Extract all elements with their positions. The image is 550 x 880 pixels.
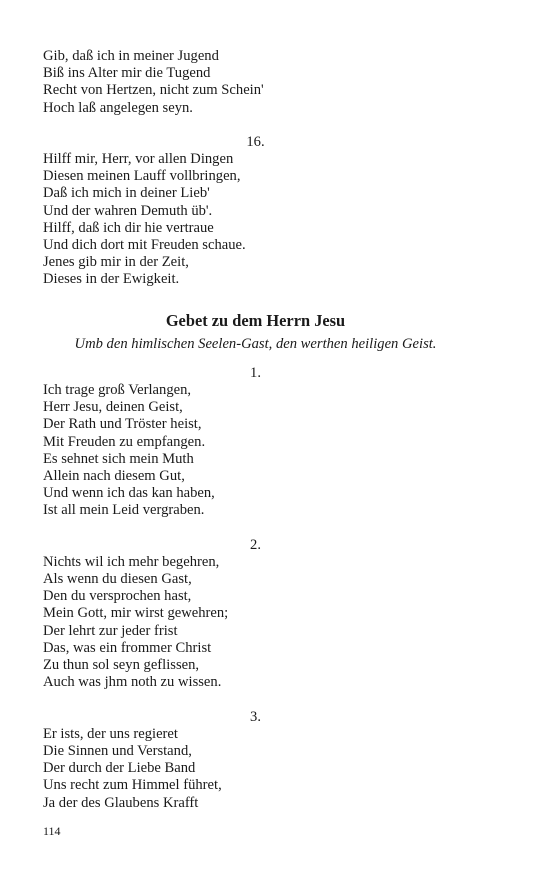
verse-line: Als wenn du diesen Gast, xyxy=(43,571,192,588)
stanza-2 xyxy=(43,537,473,692)
verse-line: Ja der des Glaubens Krafft xyxy=(43,794,199,811)
verse-line: Mit Freuden zu empfangen. xyxy=(43,433,206,450)
stanza-number: 2. xyxy=(250,536,261,553)
stanza-gap xyxy=(43,289,473,306)
verse-line: Der Rath und Tröster heist, xyxy=(43,416,202,433)
section-title: Gebet zu dem Herrn Jesu xyxy=(165,310,346,330)
verse-line: Ich trage groß Verlangen, xyxy=(43,382,192,399)
stanza-gap xyxy=(43,117,473,134)
verse-line: Mein Gott, mir wirst gewehren; xyxy=(43,605,229,622)
stanza-number: 3. xyxy=(250,708,261,725)
verse-line: Der durch der Liebe Band xyxy=(43,760,196,777)
verse-line: Ist all mein Leid vergraben. xyxy=(43,502,205,519)
stanza-16 xyxy=(43,134,473,289)
verse-line: Recht von Hertzen, nicht zum Schein' xyxy=(43,82,264,99)
verse-line: Hilff mir, Herr, vor allen Dingen xyxy=(43,151,234,168)
verse-line: Dieses in der Ewigkeit. xyxy=(43,271,180,288)
verse-line: Es sehnet sich mein Muth xyxy=(43,450,194,467)
verse-line: Und dich dort mit Freuden schaue. xyxy=(43,237,246,254)
verse-line: Jenes gib mir in der Zeit, xyxy=(43,254,189,271)
verse-line: Der lehrt zur jeder frist xyxy=(43,622,178,639)
verse-line: Die Sinnen und Verstand, xyxy=(43,742,192,759)
page-number: 114 xyxy=(43,824,61,838)
stanza-gap xyxy=(43,692,473,709)
verse-line: Allein nach diesem Gut, xyxy=(43,468,185,485)
verse-line: Diesen meinen Lauff vollbringen, xyxy=(43,168,241,185)
verse-line: Hoch laß angelegen seyn. xyxy=(43,99,193,116)
stanza-gap xyxy=(43,520,473,537)
verse-line: Und der wahren Demuth üb'. xyxy=(43,202,213,219)
stanza-continuation xyxy=(43,48,473,117)
verse-line: Daß ich mich in deiner Lieb' xyxy=(43,185,210,202)
verse-line: Hilff, daß ich dir hie vertraue xyxy=(43,219,214,236)
stanza-gap xyxy=(43,353,473,365)
verse-line: Er ists, der uns regieret xyxy=(43,725,178,742)
stanza-3 xyxy=(43,709,473,812)
verse-line: Herr Jesu, deinen Geist, xyxy=(43,399,183,416)
verse-line: Und wenn ich das kan haben, xyxy=(43,485,215,502)
verse-line: Das, was ein frommer Christ xyxy=(43,639,212,656)
section-subtitle: Umb den himlischen Seelen-Gast, den werthen heiligen Geist. xyxy=(74,335,437,352)
verse-line: Zu thun sol seyn geflissen, xyxy=(43,657,200,674)
verse-line: Den du versprochen hast, xyxy=(43,588,192,605)
stanza-1 xyxy=(43,365,473,520)
stanza-number: 1. xyxy=(250,364,261,381)
verse-line: Auch was jhm noth zu wissen. xyxy=(43,674,222,691)
verse-line: Uns recht zum Himmel führet, xyxy=(43,777,222,794)
verse-line: Biß ins Alter mir die Tugend xyxy=(43,65,211,82)
verse-line: Nichts wil ich mehr begehren, xyxy=(43,553,220,570)
verse-line: Gib, daß ich in meiner Jugend xyxy=(43,48,219,64)
stanza-number: 16. xyxy=(246,133,265,150)
page-content xyxy=(43,48,473,812)
